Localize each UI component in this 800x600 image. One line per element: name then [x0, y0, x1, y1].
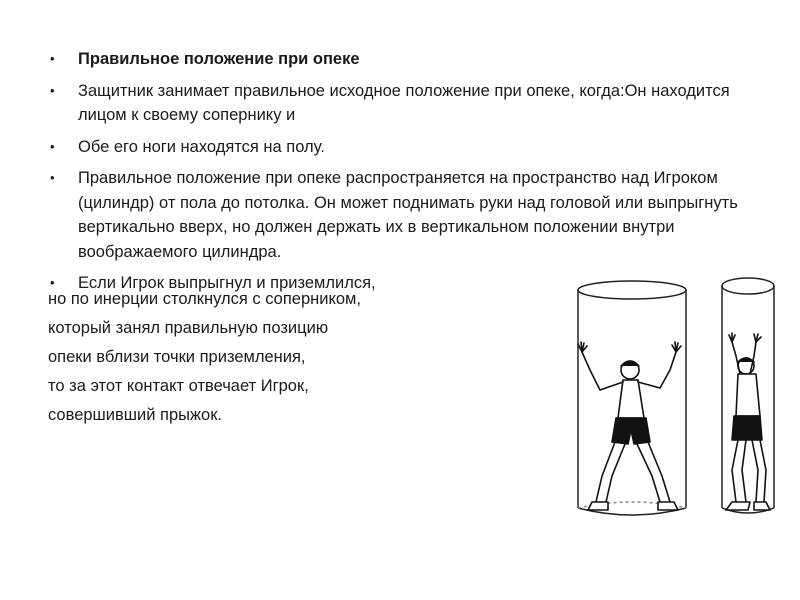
- bullet-text: Защитник занимает правильное исходное положение при опеке, когда:Он находится лицом к своему сопернику и: [78, 81, 730, 124]
- bullet-item: [48, 79, 768, 128]
- bullet-dot: •: [50, 138, 55, 154]
- continuation-line: который занял правильную позицию: [48, 319, 329, 337]
- continuation-lines: [48, 285, 361, 430]
- bullet-dot: •: [50, 82, 55, 98]
- bullet-item: [48, 135, 768, 160]
- bullet-item: [48, 166, 768, 264]
- bullet-item: [48, 47, 768, 72]
- continuation-line: совершивший прыжок.: [48, 406, 223, 424]
- bullet-text: Правильное положение при опеке распространяется на пространство над Игроком (цилиндр) от пола до потолка. Он может поднимать руки над головой или выпрыгнуть вертикально вверх, но должен держать их в вертикальном положении внутри воображаемого цилиндра.: [78, 169, 738, 261]
- defender-side-figure: [726, 333, 770, 510]
- continuation-line: то за этот контакт отвечает Игрок,: [48, 377, 309, 395]
- bullet-dot: •: [50, 51, 55, 66]
- bullet-text: Обе его ноги находятся на полу.: [78, 137, 325, 156]
- bullet-text: Если Игрок выпрыгнул и приземлился,: [78, 274, 376, 292]
- defender-front-figure: [578, 342, 681, 510]
- bullet-dot: •: [50, 170, 55, 185]
- bullet-text: Правильное положение при опеке: [78, 50, 360, 68]
- bullet-dot: •: [50, 275, 55, 290]
- bullet-list: [48, 47, 768, 303]
- cylinder-illustration: [560, 270, 800, 530]
- continuation-line: опеки вблизи точки приземления,: [48, 348, 306, 366]
- continuation-line: но по инерции столкнулся с соперником,: [48, 290, 361, 308]
